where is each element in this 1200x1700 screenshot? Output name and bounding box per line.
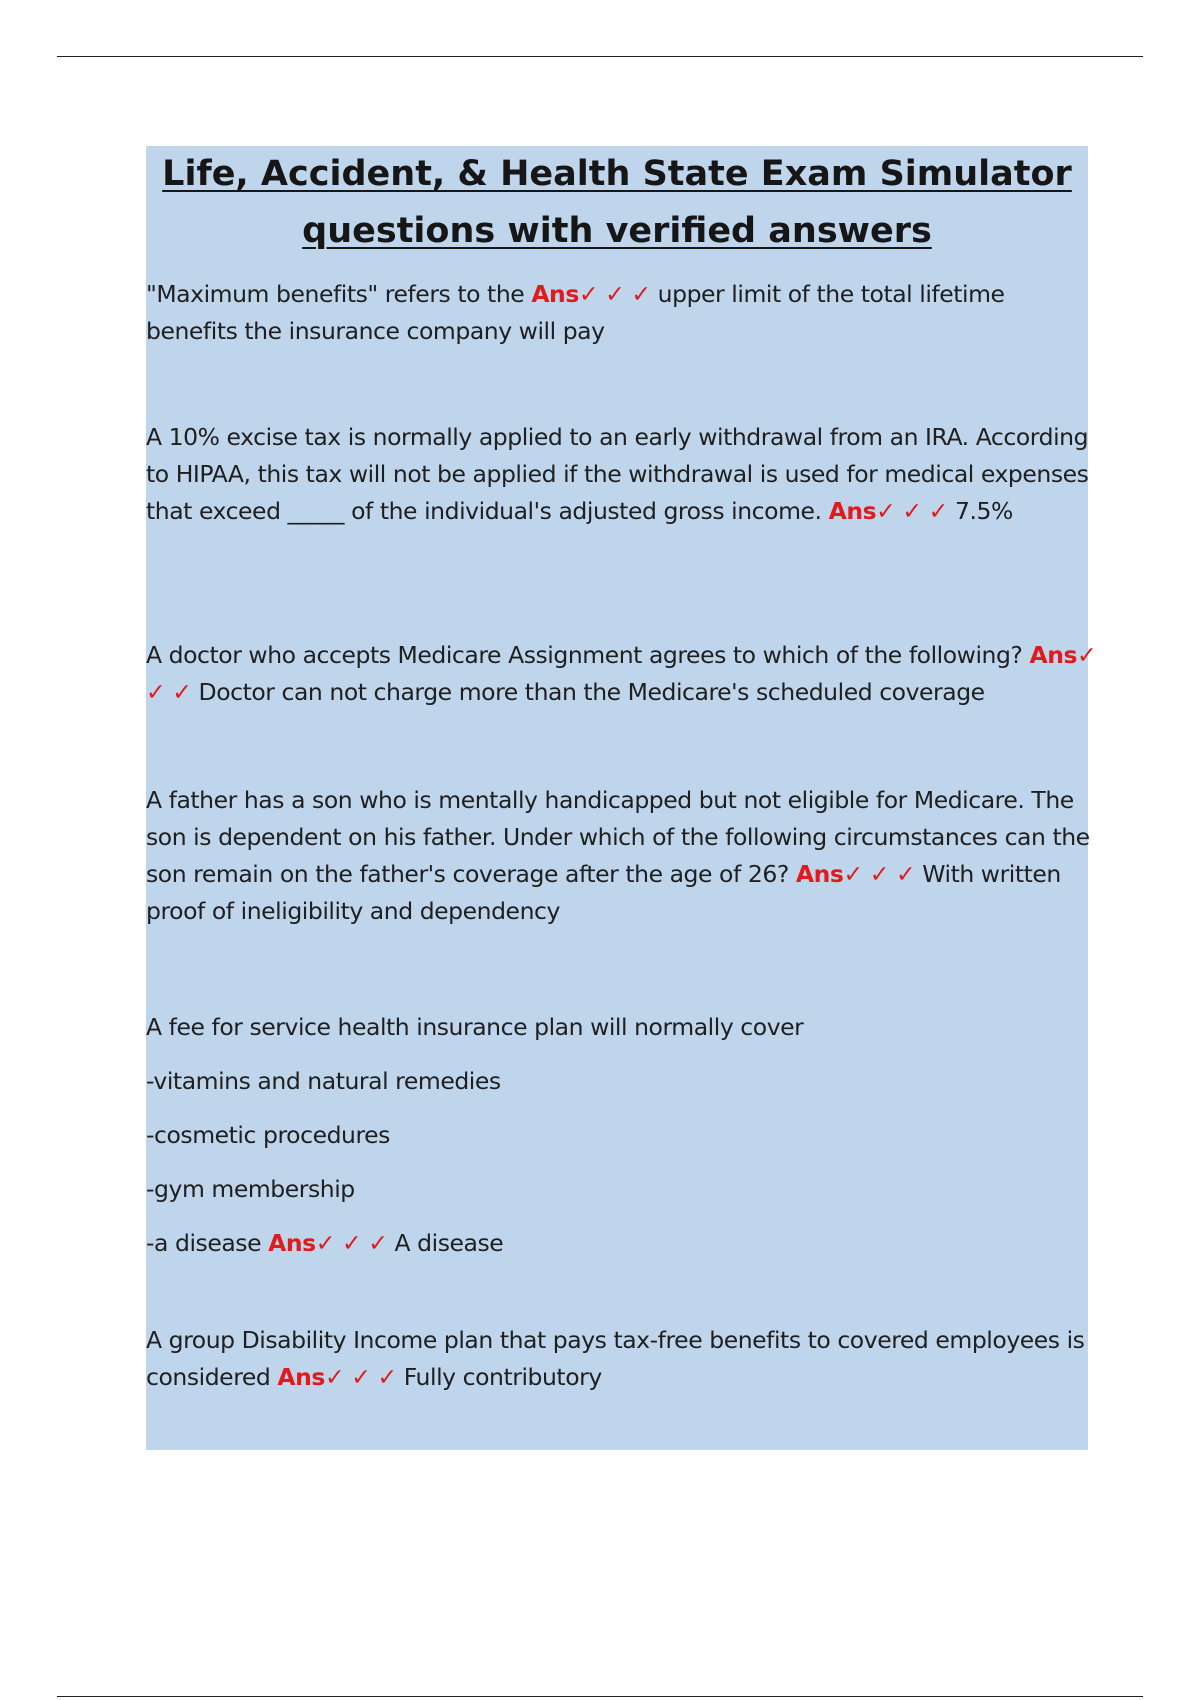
option-2: -cosmetic procedures xyxy=(146,1121,390,1149)
answer-text: upper limit of the total lifetime benefits the insurance company will pay xyxy=(146,280,1005,345)
question-text: A group Disability Income plan that pays tax-free benefits to covered employees is considered xyxy=(146,1326,1085,1391)
qa-item-6 xyxy=(146,1322,1101,1396)
question-text: A father has a son who is mentally handicapped but not eligible for Medicare. The son is dependent on his father. Under which of the following circumstances can the son remain on the father's coverage after the age of 26? xyxy=(146,786,1090,888)
qa-item-4 xyxy=(146,782,1101,930)
check-marks-icon: ✓ ✓ ✓ xyxy=(146,641,1097,706)
answer-marker: Ans xyxy=(828,497,877,525)
answer-text: With written proof of ineligibility and dependency xyxy=(146,860,1061,925)
answer-marker: Ans xyxy=(531,280,579,308)
qa-item-2 xyxy=(146,419,1101,530)
check-marks-icon: ✓ ✓ ✓ xyxy=(315,1229,388,1257)
question-text: A doctor who accepts Medicare Assignment agrees to which of the following? xyxy=(146,641,1023,669)
check-marks-icon: ✓ ✓ ✓ xyxy=(843,860,916,888)
title-line-1: Life, Accident, & Health State Exam Simulator xyxy=(162,154,1072,194)
answer-marker: Ans xyxy=(795,860,844,888)
option-4: -a disease xyxy=(146,1229,262,1257)
answer-marker: Ans xyxy=(1029,641,1078,669)
qa-item-3 xyxy=(146,637,1101,711)
qa-item-5 xyxy=(146,1000,1101,1270)
qa-item-1 xyxy=(146,276,1101,350)
answer-text: A disease xyxy=(394,1229,504,1257)
option-3: -gym membership xyxy=(146,1175,355,1203)
footer-rule xyxy=(57,1696,1143,1697)
question-text: "Maximum benefits" refers to the xyxy=(146,280,525,308)
answer-marker: Ans xyxy=(277,1363,325,1391)
option-1: -vitamins and natural remedies xyxy=(146,1067,501,1095)
title-line-2: questions with verified answers xyxy=(302,211,932,251)
header-rule xyxy=(57,56,1143,57)
question-text: A fee for service health insurance plan will normally cover xyxy=(146,1013,804,1041)
check-marks-icon: ✓ ✓ ✓ xyxy=(876,497,948,525)
question-text: A 10% excise tax is normally applied to an early withdrawal from an IRA. According to HIPAA, this tax will not be applied if the withdrawal is used for medical expenses that exceed _____ of the individual's adjusted gross income. xyxy=(146,423,1089,525)
document-title xyxy=(146,146,1088,260)
answer-text: 7.5% xyxy=(954,497,1013,525)
answer-text: Doctor can not charge more than the Medicare's scheduled coverage xyxy=(198,678,985,706)
answer-marker: Ans xyxy=(268,1229,316,1257)
document-panel xyxy=(146,146,1097,1450)
answer-text: Fully contributory xyxy=(403,1363,602,1391)
check-marks-icon: ✓ ✓ ✓ xyxy=(578,280,651,308)
check-marks-icon: ✓ ✓ ✓ xyxy=(324,1363,397,1391)
